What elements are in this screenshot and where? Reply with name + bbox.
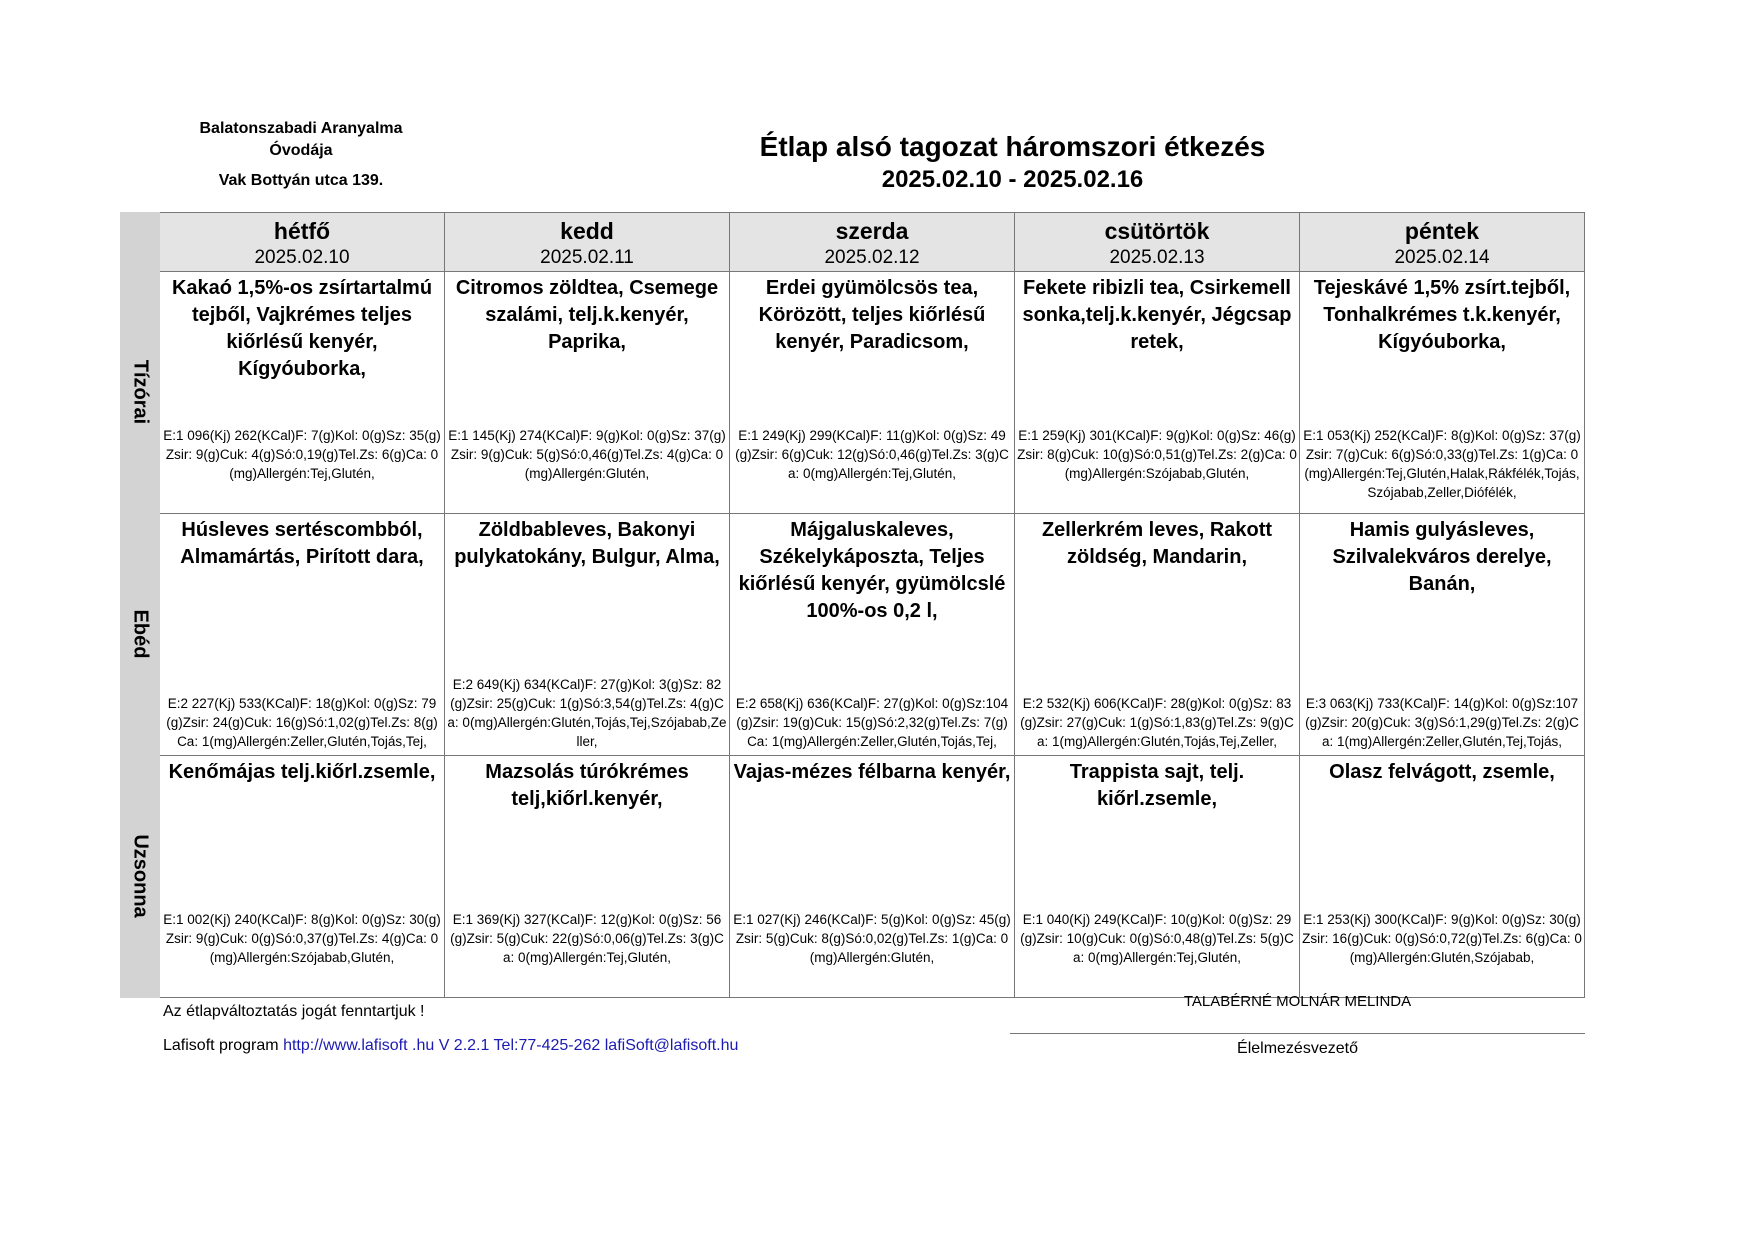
meal-row-morning-snack: [121, 272, 1585, 514]
day-date: 2025.02.13: [1109, 247, 1205, 268]
nutrition-text: E:2 227(Kj) 533(KCal)F: 18(g)Kol: 0(g)Sz: 79(g)Zsir: 24(g)Cuk: 16(g)Só:1,02(g)Tel.Zs: 8(g)Ca: 1(mg)Allergén:Zeller,Glutén,Tojás,Tej,: [166, 696, 438, 749]
nutrition-text: E:1 027(Kj) 246(KCal)F: 5(g)Kol: 0(g)Sz: 45(g)Zsir: 5(g)Cuk: 8(g)Só:0,02(g)Tel.Zs: 1(g)Ca: 0(mg)Allergén:Glutén,: [733, 912, 1011, 965]
signature-line: [1010, 1033, 1585, 1034]
nutrition-text: E:2 649(Kj) 634(KCal)F: 27(g)Kol: 3(g)Sz: 82(g)Zsir: 25(g)Cuk: 1(g)Só:3,54(g)Tel.Zs: 4(g)Ca: 0(mg)Allergén:Glutén,Tojás,Tej,Szójabab,Zeller,: [447, 677, 727, 749]
software-credit-link[interactable]: http://www.lafisoft .hu V 2.2.1 Tel:77-425-262 lafiSoft@lafisoft.hu: [283, 1037, 739, 1054]
nutrition-text: E:1 369(Kj) 327(KCal)F: 12(g)Kol: 0(g)Sz: 56(g)Zsir: 5(g)Cuk: 22(g)Só:0,06(g)Tel.Zs: 3(g)Ca: 0(mg)Allergén:Tej,Glutén,: [450, 912, 724, 965]
menu-cell: [1300, 514, 1585, 756]
menu-cell: [445, 514, 730, 756]
nutrition-text: E:1 002(Kj) 240(KCal)F: 8(g)Kol: 0(g)Sz: 30(g)Zsir: 9(g)Cuk: 0(g)Só:0,37(g)Tel.Zs: 4(g)Ca: 0(mg)Allergén:Szójabab,Glutén,: [163, 912, 441, 965]
menu-cell: [1015, 756, 1300, 998]
meal-label-cell: [121, 756, 160, 998]
nutrition-text: E:1 253(Kj) 300(KCal)F: 9(g)Kol: 0(g)Sz: 30(g)Zsir: 16(g)Cuk: 0(g)Só:0,72(g)Tel.Zs: 6(g)Ca: 0(mg)Allergén:Glutén,Szójabab,: [1302, 912, 1582, 965]
nutrition-text: E:1 259(Kj) 301(KCal)F: 9(g)Kol: 0(g)Sz: 46(g)Zsir: 8(g)Cuk: 10(g)Só:0,51(g)Tel.Zs: 2(g)Ca: 0(mg)Allergén:Szójabab,Glutén,: [1017, 428, 1297, 481]
school-address: Vak Bottyán utca 139.: [218, 172, 384, 189]
day-header-wednesday: [730, 213, 1015, 272]
dish-text: Fekete ribizli tea, Csirkemell sonka,telj.k.kenyér, Jégcsap retek,: [1022, 277, 1292, 353]
menu-cell: [160, 272, 445, 514]
day-header-tuesday: [445, 213, 730, 272]
meal-label-cell: [121, 272, 160, 514]
weekly-menu-table: [120, 212, 1585, 998]
meal-label: Ebéd: [129, 609, 152, 659]
menu-cell: [730, 514, 1015, 756]
nutrition-text: E:1 096(Kj) 262(KCal)F: 7(g)Kol: 0(g)Sz: 35(g)Zsir: 9(g)Cuk: 4(g)Só:0,19(g)Tel.Zs: 6(g)Ca: 0(mg)Allergén:Tej,Glutén,: [163, 428, 441, 481]
day-date: 2025.02.14: [1394, 247, 1490, 268]
dish-text: Erdei gyümölcsös tea, Körözött, teljes kiőrlésű kenyér, Paradicsom,: [758, 277, 986, 353]
day-header-thursday: [1015, 213, 1300, 272]
day-name: csütörtök: [1104, 218, 1210, 244]
menu-cell: [1015, 514, 1300, 756]
menu-cell: [160, 514, 445, 756]
menu-cell: [445, 756, 730, 998]
dish-text: Trappista sajt, telj. kiőrl.zsemle,: [1069, 761, 1245, 810]
nutrition-text: E:1 249(Kj) 299(KCal)F: 11(g)Kol: 0(g)Sz: 49(g)Zsir: 6(g)Cuk: 12(g)Só:0,46(g)Tel.Zs: 3(g)Ca: 0(mg)Allergén:Tej,Glutén,: [735, 428, 1009, 481]
table-corner: [121, 213, 160, 272]
day-header-friday: [1300, 213, 1585, 272]
software-credit-label: Lafisoft program: [163, 1037, 279, 1054]
dish-text: Májgaluskaleves, Székelykáposzta, Teljes kiőrlésű kenyér, gyümölcslé 100%-os 0,2 l,: [738, 519, 1006, 622]
day-name: hétfő: [273, 218, 331, 244]
nutrition-text: E:2 658(Kj) 636(KCal)F: 27(g)Kol: 0(g)Sz:104(g)Zsir: 19(g)Cuk: 15(g)Só:2,32(g)Tel.Zs: 7(g)Ca: 1(mg)Allergén:Zeller,Glutén,Tojás,Tej,: [735, 696, 1009, 749]
meal-row-afternoon-snack: [121, 756, 1585, 998]
meal-row-lunch: [121, 514, 1585, 756]
meal-label-cell: [121, 514, 160, 756]
day-name: péntek: [1404, 218, 1480, 244]
dish-text: Tejeskávé 1,5% zsírt.tejből, Tonhalkrémes t.k.kenyér, Kígyóuborka,: [1313, 277, 1571, 353]
dish-text: Kakaó 1,5%-os zsírtartalmú tejből, Vajkrémes teljes kiőrlésű kenyér, Kígyóuborka,: [171, 277, 433, 380]
day-name: kedd: [560, 218, 614, 244]
nutrition-text: E:1 040(Kj) 249(KCal)F: 10(g)Kol: 0(g)Sz: 29(g)Zsir: 10(g)Cuk: 0(g)Só:0,48(g)Tel.Zs: 5(g)Ca: 0(mg)Allergén:Tej,Glutén,: [1020, 912, 1294, 965]
meal-label: Tízórai: [129, 359, 152, 425]
school-info: [150, 118, 452, 192]
meal-label: Uzsonna: [129, 834, 152, 918]
nutrition-text: E:1 053(Kj) 252(KCal)F: 8(g)Kol: 0(g)Sz: 37(g)Zsir: 7(g)Cuk: 6(g)Só:0,33(g)Tel.Zs: 1(g)Ca: 0(mg)Allergén:Tej,Glutén,Halak,Rákfélék,Tojás,Szójabab,Zeller,Diófélék,: [1303, 428, 1581, 500]
dish-text: Húsleves sertéscombból, Almamártás, Pirított dara,: [180, 519, 424, 568]
dish-text: Zellerkrém leves, Rakott zöldség, Mandarin,: [1041, 519, 1273, 568]
menu-title-block: [690, 130, 1335, 196]
school-name-line1: Balatonszabadi Aranyalma: [199, 120, 403, 137]
menu-cell: [1015, 272, 1300, 514]
menu-period: 2025.02.10 - 2025.02.16: [881, 166, 1144, 193]
dish-text: Hamis gulyásleves, Szilvalekváros derelye, Banán,: [1332, 519, 1552, 595]
menu-title: Étlap alsó tagozat háromszori étkezés: [759, 131, 1266, 162]
day-date: 2025.02.11: [540, 247, 634, 268]
nutrition-text: E:3 063(Kj) 733(KCal)F: 14(g)Kol: 0(g)Sz:107(g)Zsir: 20(g)Cuk: 3(g)Só:1,29(g)Tel.Zs: 2(g)Ca: 1(mg)Allergén:Zeller,Glutén,Tej,Tojás,: [1305, 696, 1579, 749]
day-header-row: [121, 213, 1585, 272]
menu-cell: [730, 272, 1015, 514]
dish-text: Mazsolás túrókrémes telj,kiőrl.kenyér,: [485, 761, 689, 810]
dish-text: Zöldbableves, Bakonyi pulykatokány, Bulgur, Alma,: [454, 519, 720, 568]
menu-cell: [1300, 756, 1585, 998]
dish-text: Olasz felvágott, zsemle,: [1329, 761, 1555, 783]
dish-text: Citromos zöldtea, Csemege szalámi, telj.k.kenyér, Paprika,: [455, 277, 719, 353]
nutrition-text: E:1 145(Kj) 274(KCal)F: 9(g)Kol: 0(g)Sz: 37(g)Zsir: 9(g)Cuk: 5(g)Só:0,46(g)Tel.Zs: 4(g)Ca: 0(mg)Allergén:Glutén,: [448, 428, 726, 481]
software-credit: [163, 1037, 738, 1055]
signer-name: TALABÉRNÉ MOLNÁR MELINDA: [1183, 993, 1412, 1010]
day-date: 2025.02.10: [254, 247, 350, 268]
school-name-line2: Óvodája: [269, 142, 333, 159]
nutrition-text: E:2 532(Kj) 606(KCal)F: 28(g)Kol: 0(g)Sz: 83(g)Zsir: 27(g)Cuk: 1(g)Só:1,83(g)Tel.Zs: 9(g)Ca: 1(mg)Allergén:Glutén,Tojás,Tej,Zeller,: [1020, 696, 1294, 749]
menu-cell: [730, 756, 1015, 998]
dish-text: Vajas-mézes félbarna kenyér,: [733, 761, 1011, 783]
day-header-monday: [160, 213, 445, 272]
day-name: szerda: [835, 218, 909, 244]
day-date: 2025.02.12: [824, 247, 920, 268]
signer-role: Élelmezésvezető: [1237, 1040, 1358, 1057]
menu-cell: [1300, 272, 1585, 514]
menu-cell: [160, 756, 445, 998]
menu-change-disclaimer: Az étlapváltoztatás jogát fenntartjuk !: [163, 1003, 425, 1020]
menu-cell: [445, 272, 730, 514]
dish-text: Kenőmájas telj.kiőrl.zsemle,: [168, 761, 436, 783]
